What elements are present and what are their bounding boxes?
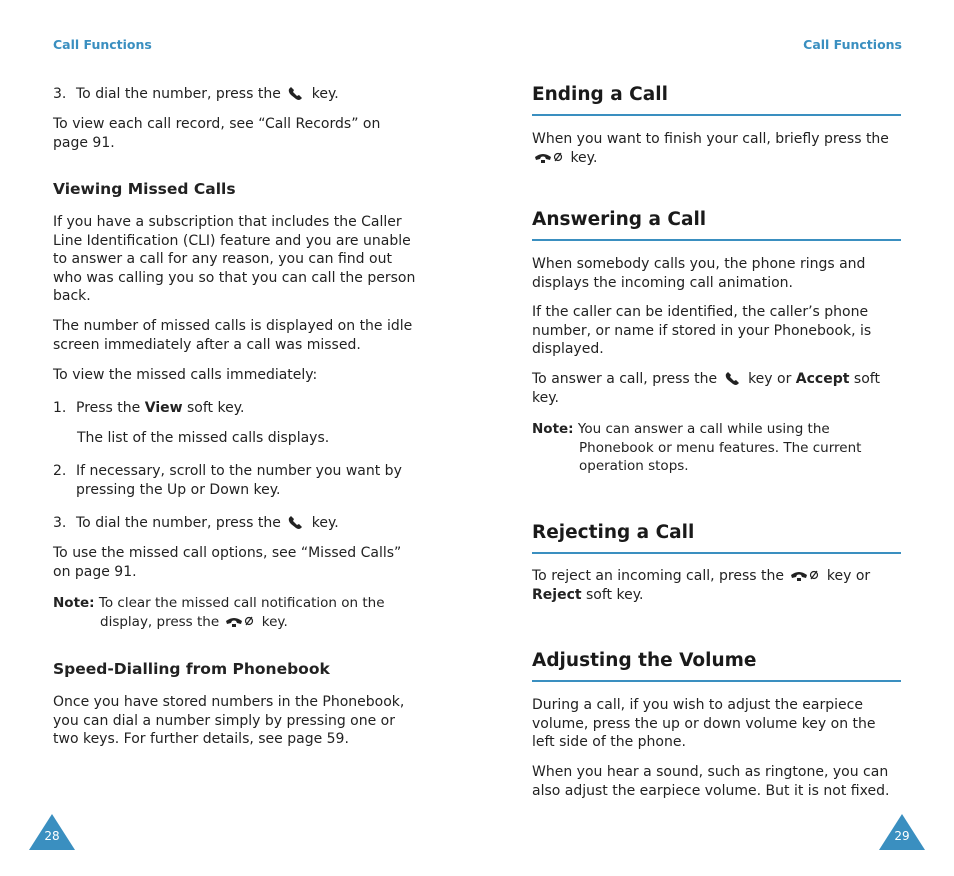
running-header: Call Functions (53, 37, 152, 52)
left-page (53, 0, 423, 876)
answering-para-2: If the caller can be identified, the caller’s phone number, or name if stored in your Phonebook, is displayed. (532, 304, 872, 358)
page-number-badge-left: 28 (29, 814, 75, 850)
ending-a-call-heading: Ending a Call (532, 84, 901, 116)
rejecting-text: To reject an incoming call, press the key or Reject soft key. (532, 568, 871, 603)
missed-para-1: If you have a subscription that includes the Caller Line Identification (CLI) feature and you are unable to answer a call for any reason, you can find out who was calling you so that you can call the person back. (53, 214, 416, 305)
rejecting-a-call-heading: Rejecting a Call (532, 522, 901, 554)
missed-step-2: 2. If necessary, scroll to the number you want by pressing the Up or Down key. (53, 463, 402, 498)
answering-a-call-heading: Answering a Call (532, 209, 901, 241)
speed-dialling-para: Once you have stored numbers in the Phonebook, you can dial a number simply by pressing one or two keys. For further details, see page 59. (53, 694, 405, 748)
volume-para-1: During a call, if you wish to adjust the earpiece volume, press the up or down volume key on the left side of the phone. (532, 697, 876, 751)
page-number-badge-right: 29 (879, 814, 925, 850)
adjusting-volume-heading: Adjusting the Volume (532, 650, 901, 682)
send-key-icon (287, 87, 305, 101)
send-key-icon (724, 372, 742, 386)
view-call-records-text: To view each call record, see “Call Records” on page 91. (53, 116, 381, 151)
answering-para-1: When somebody calls you, the phone rings and displays the incoming call animation. (532, 256, 866, 291)
end-key-icon (790, 569, 820, 583)
dial-step-3-top: 3. To dial the number, press the key. (53, 86, 339, 102)
right-page (532, 0, 902, 876)
missed-para-2: The number of missed calls is displayed on the idle screen immediately after a call was missed. (53, 318, 413, 353)
ending-a-call-text: When you want to finish your call, briefly press the key. (532, 131, 889, 166)
volume-para-2: When you hear a sound, such as ringtone, you can also adjust the earpiece volume. But it is not fixed. (532, 764, 890, 799)
missed-options-text: To use the missed call options, see “Missed Calls” on page 91. (53, 545, 402, 580)
running-header: Call Functions (803, 37, 902, 52)
missed-step-1-sub: The list of the missed calls displays. (77, 430, 330, 446)
answering-note: Note: You can answer a call while using the Phonebook or menu features. The current operation stops. (532, 421, 862, 475)
send-key-icon (287, 516, 305, 530)
missed-para-3: To view the missed calls immediately: (53, 367, 318, 383)
missed-note: Note: To clear the missed call notification on the display, press the key. (53, 595, 385, 630)
speed-dialling-heading: Speed-Dialling from Phonebook (53, 660, 330, 678)
answering-para-3: To answer a call, press the key or Accept soft key. (532, 371, 880, 406)
missed-step-1: 1. Press the View soft key. (53, 400, 245, 416)
viewing-missed-calls-heading: Viewing Missed Calls (53, 180, 236, 198)
end-key-icon (225, 615, 255, 629)
missed-step-3: 3. To dial the number, press the key. (53, 515, 339, 531)
end-key-icon (534, 151, 564, 165)
